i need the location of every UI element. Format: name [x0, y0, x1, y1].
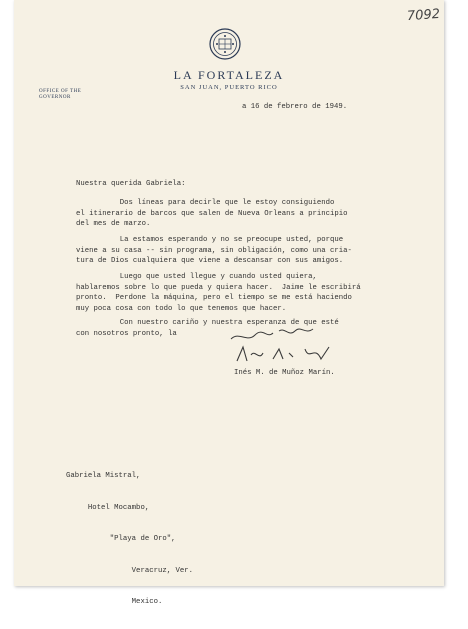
paragraph-3: Luego que usted llegue y cuando usted quiera, hablaremos sobre lo que pueda y quiera hacer. Jaime le escribirá pronto. Perdone la máquina, pero el tiempo se me está haciendo muy poca cosa con todo lo que tenemos que hacer.: [76, 273, 361, 313]
address-line: Gabriela Mistral,: [66, 472, 141, 480]
letterhead-location: SAN JUAN, PUERTO RICO: [180, 84, 278, 91]
paragraph-4: Con nuestro cariño y nuestra esperanza de que esté con nosotros pronto, la: [76, 319, 339, 338]
letter-page: [14, 0, 444, 606]
address-line: "Playa de Oro",: [66, 535, 176, 543]
letterhead-title: LA FORTALEZA: [173, 68, 285, 82]
office-label: OFFICE OF THE GOVERNOR: [39, 89, 82, 100]
archive-number: 7092: [406, 6, 441, 25]
address-line: Hotel Mocambo,: [66, 503, 150, 512]
paragraph-2: La estamos esperando y no se preocupe usted, porque viene a su casa -- sin programa, sin obligación, como una cria- tura de Dios cualquiera que viene a descansar con sus amigos.: [76, 236, 352, 265]
signature-name: Inés M. de Muñoz Marín.: [234, 369, 335, 377]
salutation: Nuestra querida Gabriela:: [76, 180, 186, 188]
recipient-address: [66, 450, 193, 629]
address-line: Mexico.: [66, 598, 163, 606]
paragraph-1: Dos líneas para decirle que le estoy consiguiendo el itinerario de barcos que salen de Nueva Orleans a principio del mes de marzo.: [76, 199, 348, 228]
governor-seal-icon: [209, 28, 241, 60]
letter-date: a 16 de febrero de 1949.: [242, 103, 348, 111]
handwritten-signature: [229, 325, 349, 365]
address-line: Veracruz, Ver.: [66, 566, 193, 575]
